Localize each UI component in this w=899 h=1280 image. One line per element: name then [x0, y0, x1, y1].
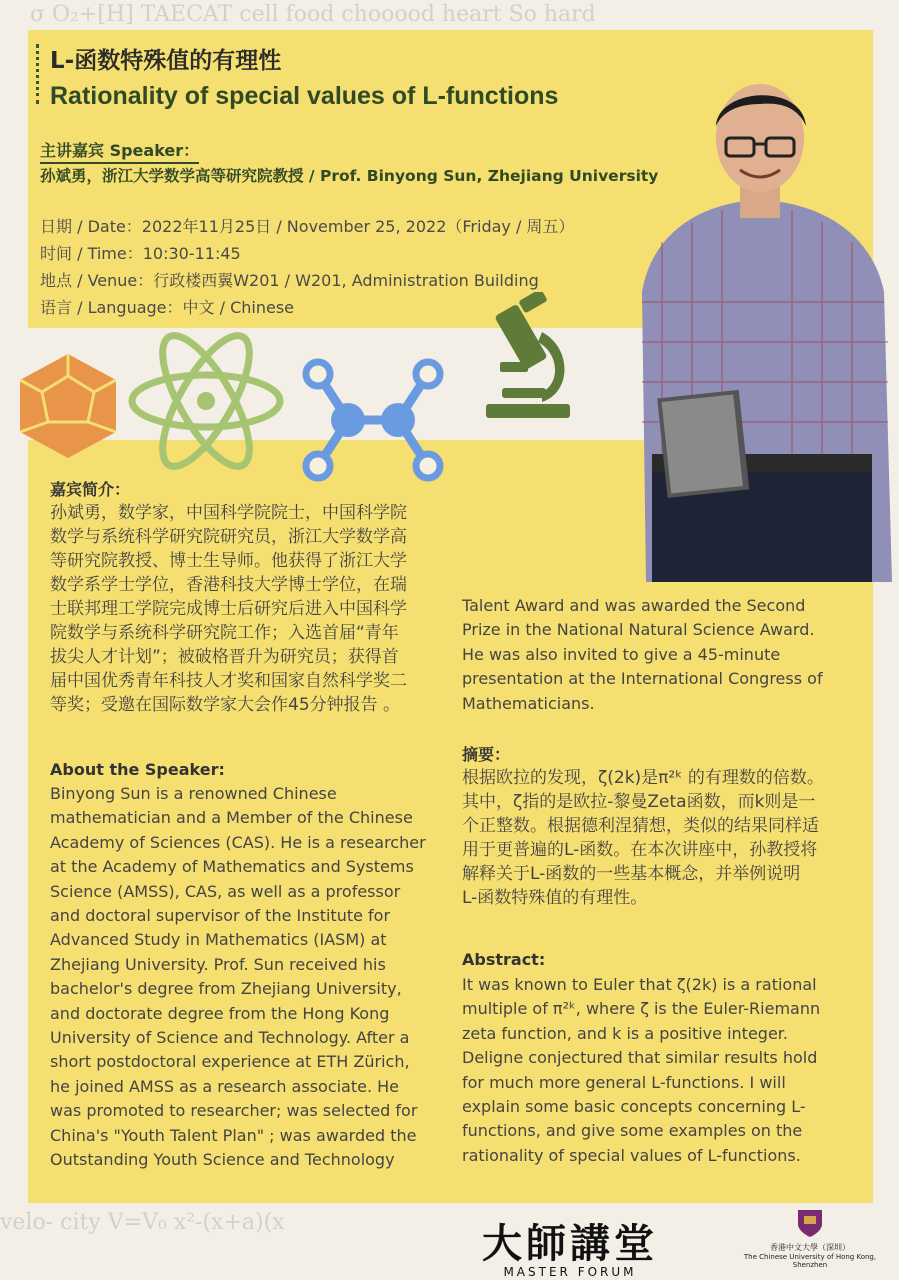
text-line: and doctorate degree from the Hong Kong	[50, 1003, 390, 1023]
text-line: 士联邦理工学院完成博士后研究后进入中国科学	[50, 599, 407, 619]
background-doodle: σ O₂+[H] TAECAT cell food chooood heart So hard	[30, 2, 596, 27]
text-line: China's "Youth Talent Plan" ; was awarded the	[50, 1125, 417, 1145]
atom-icon	[128, 318, 284, 484]
text-line: 解释关于L-函数的一些基本概念，并举例说明	[462, 864, 801, 884]
text-line: short postdoctoral experience at ETH Zürich,	[50, 1052, 410, 1072]
text-line: zeta function, and k is a positive integer.	[462, 1023, 788, 1043]
text-line: was promoted to researcher; was selected for	[50, 1101, 418, 1121]
bio-en-continued	[462, 594, 852, 716]
logo-chinese: 大師講堂	[482, 1220, 658, 1267]
master-forum-logo	[482, 1212, 658, 1279]
text-line: Science (AMSS), CAS, as well as a professor	[50, 881, 401, 901]
abstract-cn-text	[462, 766, 862, 910]
university-name-cn: 香港中文大學（深圳）	[770, 1243, 850, 1252]
text-line: Advanced Study in Mathematics (IASM) at	[50, 930, 387, 950]
title-english: Rationality of special values of L-functions	[50, 82, 559, 110]
text-line: 届中国优秀青年科技人才奖和国家自然科学奖二	[50, 671, 407, 691]
text-line: 数学与系统科学研究院研究员，浙江大学数学高	[50, 527, 407, 547]
text-line: 根据欧拉的发现，ζ(2k)是π²ᵏ 的有理数的倍数。	[462, 768, 824, 788]
event-venue: 地点 / Venue：行政楼西翼W201 / W201, Administration Building	[40, 271, 539, 290]
university-crest-icon	[796, 1208, 824, 1238]
text-line: Talent Award and was awarded the Second	[462, 596, 806, 615]
text-line: Binyong Sun is a renowned Chinese	[50, 784, 337, 803]
text-line: Prize in the National Natural Science Award.	[462, 620, 815, 640]
bio-cn-heading: 嘉宾简介：	[50, 480, 131, 499]
university-name-en: The Chinese University of Hong Kong, Shenzhen	[743, 1253, 877, 1269]
abstract-en-heading: Abstract:	[462, 950, 546, 969]
text-line: Academy of Sciences (CAS). He is a researcher	[50, 832, 426, 852]
text-line: Zhejiang University. Prof. Sun received his	[50, 954, 386, 974]
text-line: and doctoral supervisor of the Institute for	[50, 906, 391, 926]
text-line: He was also invited to give a 45-minute	[462, 644, 781, 664]
event-time: 时间 / Time：10:30-11:45	[40, 244, 241, 263]
text-line: explain some basic concepts concerning L-	[462, 1097, 806, 1117]
bio-en-heading: About the Speaker:	[50, 760, 225, 779]
text-line: for much more general L-functions. I will	[462, 1072, 786, 1092]
text-line: 院数学与系统科学研究院工作；入选首届“青年	[50, 623, 399, 643]
dodecahedron-icon	[12, 350, 124, 462]
title-accent-bar	[36, 44, 43, 104]
event-date: 日期 / Date：2022年11月25日 / November 25, 2022（Friday / 周五）	[40, 217, 575, 236]
text-line: 其中，ζ指的是欧拉-黎曼Zeta函数，而k则是一	[462, 792, 816, 812]
text-line: 数学系学士学位，香港科技大学博士学位，在瑞	[50, 575, 407, 595]
text-line: functions, and give some examples on the	[462, 1121, 803, 1141]
logo-english: MASTER FORUM	[503, 1265, 637, 1279]
abstract-cn-heading: 摘要：	[462, 745, 511, 764]
text-line: rationality of special values of L-functions.	[462, 1145, 801, 1165]
microscope-icon	[480, 292, 576, 422]
abstract-en-text	[462, 973, 852, 1168]
text-line: bachelor's degree from Zhejiang University,	[50, 979, 402, 999]
university-logo	[730, 1208, 890, 1269]
bio-cn-text	[50, 501, 450, 717]
text-line: at the Academy of Mathematics and Systems	[50, 857, 414, 877]
speaker-label: 主讲嘉宾 Speaker：	[40, 138, 199, 164]
text-line: he joined AMSS as a research associate. He	[50, 1076, 400, 1096]
text-line: 个正整数。根据德利涅猜想，类似的结果同样适	[462, 816, 819, 836]
bio-en-text	[50, 782, 440, 1173]
text-line: multiple of π²ᵏ, where ζ is the Euler-Riemann	[462, 999, 821, 1019]
text-line: University of Science and Technology. After a	[50, 1028, 410, 1048]
text-line: presentation at the International Congress of	[462, 669, 823, 689]
text-line: 孙斌勇，数学家，中国科学院院士，中国科学院	[50, 503, 407, 523]
text-line: 等奖；受邀在国际数学家大会作45分钟报告 。	[50, 695, 401, 715]
text-line: L-函数特殊值的有理性。	[462, 888, 648, 908]
text-line: Mathematicians.	[462, 693, 595, 713]
speaker-name: 孙斌勇，浙江大学数学高等研究院教授 / Prof. Binyong Sun, Zhejiang University	[40, 167, 659, 185]
text-line: It was known to Euler that ζ(2k) is a rational	[462, 975, 817, 994]
molecule-icon	[298, 356, 448, 484]
text-line: 等研究院教授、博士生导师。他获得了浙江大学	[50, 551, 407, 571]
background-doodle: velo- city V=V₀ x²-(x+a)(x	[0, 1210, 285, 1235]
text-line: 用于更普遍的L-函数。在本次讲座中，孙教授将	[462, 840, 818, 860]
speaker-photo	[622, 82, 898, 582]
text-line: mathematician and a Member of the Chinese	[50, 808, 413, 828]
title-chinese: L-函数特殊值的有理性	[50, 48, 282, 74]
text-line: Deligne conjectured that similar results hold	[462, 1048, 818, 1068]
text-line: 拔尖人才计划”；被破格晋升为研究员；获得首	[50, 647, 399, 667]
event-language: 语言 / Language：中文 / Chinese	[40, 298, 295, 317]
text-line: Outstanding Youth Science and Technology	[50, 1150, 395, 1170]
